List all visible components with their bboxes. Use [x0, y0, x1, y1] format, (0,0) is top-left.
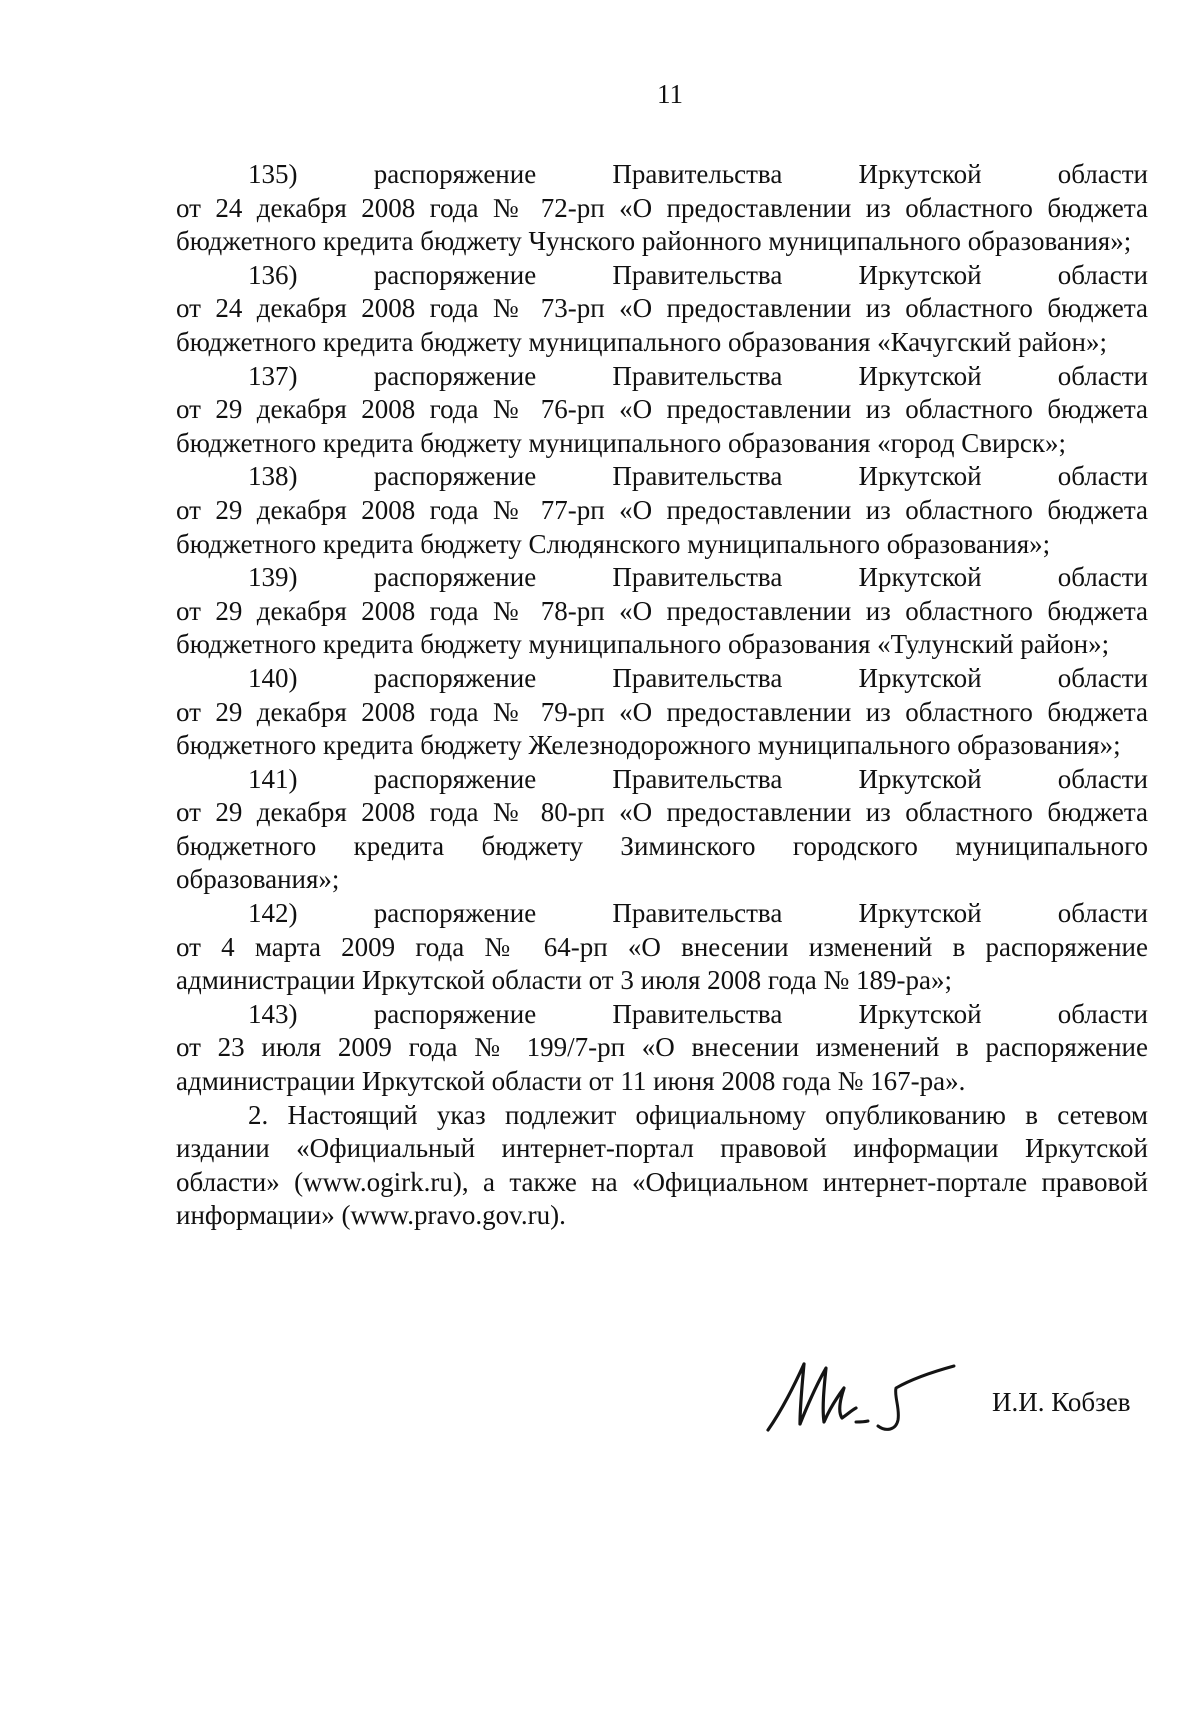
- item-word: распоряжение: [373, 998, 537, 1029]
- item-word: распоряжение: [373, 898, 537, 929]
- item-word: распоряжение: [373, 259, 537, 290]
- signature-icon: [760, 1358, 960, 1438]
- item-heading: [176, 897, 1148, 931]
- item-word: Иркутской: [858, 159, 982, 189]
- item-word: Правительства: [612, 259, 783, 290]
- item-text: от 29 декабря 2008 года № 78-рп «О предоставлении из областного бюджета бюджетного кредита бюджету муниципального образования «Тулунский район»;: [176, 595, 1148, 660]
- item-number: 142): [248, 898, 298, 929]
- item-text: от 23 июля 2009 года № 199/7-рп «О внесении изменений в распоряжение администрации Иркутской области от 11 июня 2008 года № 167-ра».: [176, 1032, 1148, 1097]
- item-text: от 4 марта 2009 года № 64-рп «О внесении изменений в распоряжение администрации Иркутской области от 3 июля 2008 года № 189-ра»;: [176, 931, 1148, 996]
- item-word: Правительства: [612, 998, 783, 1029]
- item-word: области: [1057, 259, 1148, 290]
- item-word: области: [1057, 898, 1148, 929]
- closing-paragraph: 2. Настоящий указ подлежит официальному опубликованию в сетевом издании «Официальный интернет-портал правовой информации Иркутской области» (www.ogirk.ru), а также на «Официальном интернет-портале правовой информации» (www.pravo.gov.ru).: [176, 1099, 1148, 1231]
- item-word: распоряжение: [373, 461, 537, 492]
- item-word: Иркутской: [858, 898, 982, 929]
- item-heading: [176, 763, 1148, 797]
- item-word: распоряжение: [373, 662, 537, 693]
- item-heading: [176, 460, 1148, 494]
- item-word: Правительства: [612, 562, 783, 593]
- item-word: области: [1057, 360, 1148, 391]
- item-word: Правительства: [612, 763, 783, 794]
- item-word: распоряжение: [373, 159, 537, 189]
- item-heading: [176, 561, 1148, 595]
- item-word: Иркутской: [858, 259, 982, 290]
- item-text: от 29 декабря 2008 года № 79-рп «О предоставлении из областного бюджета бюджетного кредита бюджету Железнодорожного муниципального образования»;: [176, 696, 1148, 761]
- signatory-name: И.И. Кобзев: [992, 1387, 1131, 1417]
- signature-block: [760, 1358, 1160, 1438]
- item-word: распоряжение: [373, 763, 537, 794]
- list-item: [176, 360, 1148, 461]
- list-item: [176, 662, 1148, 763]
- item-number: 136): [248, 259, 298, 290]
- page-number: 11: [657, 79, 683, 109]
- item-word: Правительства: [612, 898, 783, 929]
- item-heading: [176, 259, 1148, 293]
- item-word: области: [1057, 662, 1148, 693]
- item-number: 135): [248, 159, 298, 189]
- item-number: 140): [248, 662, 298, 693]
- item-word: Иркутской: [858, 998, 982, 1029]
- item-heading: [176, 360, 1148, 394]
- item-word: области: [1057, 461, 1148, 492]
- item-number: 139): [248, 562, 298, 593]
- item-number: 137): [248, 360, 298, 391]
- item-number: 143): [248, 998, 298, 1029]
- item-heading: [176, 158, 1148, 192]
- document-body: [176, 158, 1148, 1233]
- item-text: от 24 декабря 2008 года № 72-рп «О предоставлении из областного бюджета бюджетного кредита бюджету Чунского районного муниципального образования»;: [176, 192, 1148, 257]
- item-number: 138): [248, 461, 298, 492]
- list-item: [176, 460, 1148, 561]
- item-word: Иркутской: [858, 763, 982, 794]
- item-word: распоряжение: [373, 360, 537, 391]
- item-word: Правительства: [612, 461, 783, 492]
- list-item: [176, 897, 1148, 998]
- item-heading: [176, 998, 1148, 1032]
- item-word: Иркутской: [858, 662, 982, 693]
- item-word: области: [1057, 763, 1148, 794]
- item-word: Правительства: [612, 360, 783, 391]
- item-text: от 24 декабря 2008 года № 73-рп «О предоставлении из областного бюджета бюджетного кредита бюджету муниципального образования «Качугский район»;: [176, 293, 1148, 357]
- list-item: [176, 561, 1148, 662]
- item-word: области: [1057, 562, 1148, 593]
- item-text: от 29 декабря 2008 года № 77-рп «О предоставлении из областного бюджета бюджетного кредита бюджету Слюдянского муниципального образования»;: [176, 494, 1148, 559]
- item-word: Иркутской: [858, 461, 982, 492]
- item-heading: [176, 662, 1148, 696]
- item-word: Правительства: [612, 662, 783, 693]
- item-text: от 29 декабря 2008 года № 80-рп «О предоставлении из областного бюджета бюджетного кредита бюджету Зиминского городского муниципального образования»;: [176, 797, 1148, 895]
- item-word: распоряжение: [373, 562, 537, 593]
- item-word: Правительства: [612, 159, 783, 189]
- item-text: от 29 декабря 2008 года № 76-рп «О предоставлении из областного бюджета бюджетного кредита бюджету муниципального образования «город Свирск»;: [176, 394, 1148, 458]
- item-word: области: [1057, 998, 1148, 1029]
- item-number: 141): [248, 763, 298, 794]
- item-word: Иркутской: [858, 562, 982, 593]
- item-word: Иркутской: [858, 360, 982, 391]
- list-item: [176, 998, 1148, 1099]
- item-word: области: [1057, 159, 1148, 189]
- list-item: [176, 158, 1148, 259]
- list-item: [176, 259, 1148, 360]
- list-item: [176, 763, 1148, 897]
